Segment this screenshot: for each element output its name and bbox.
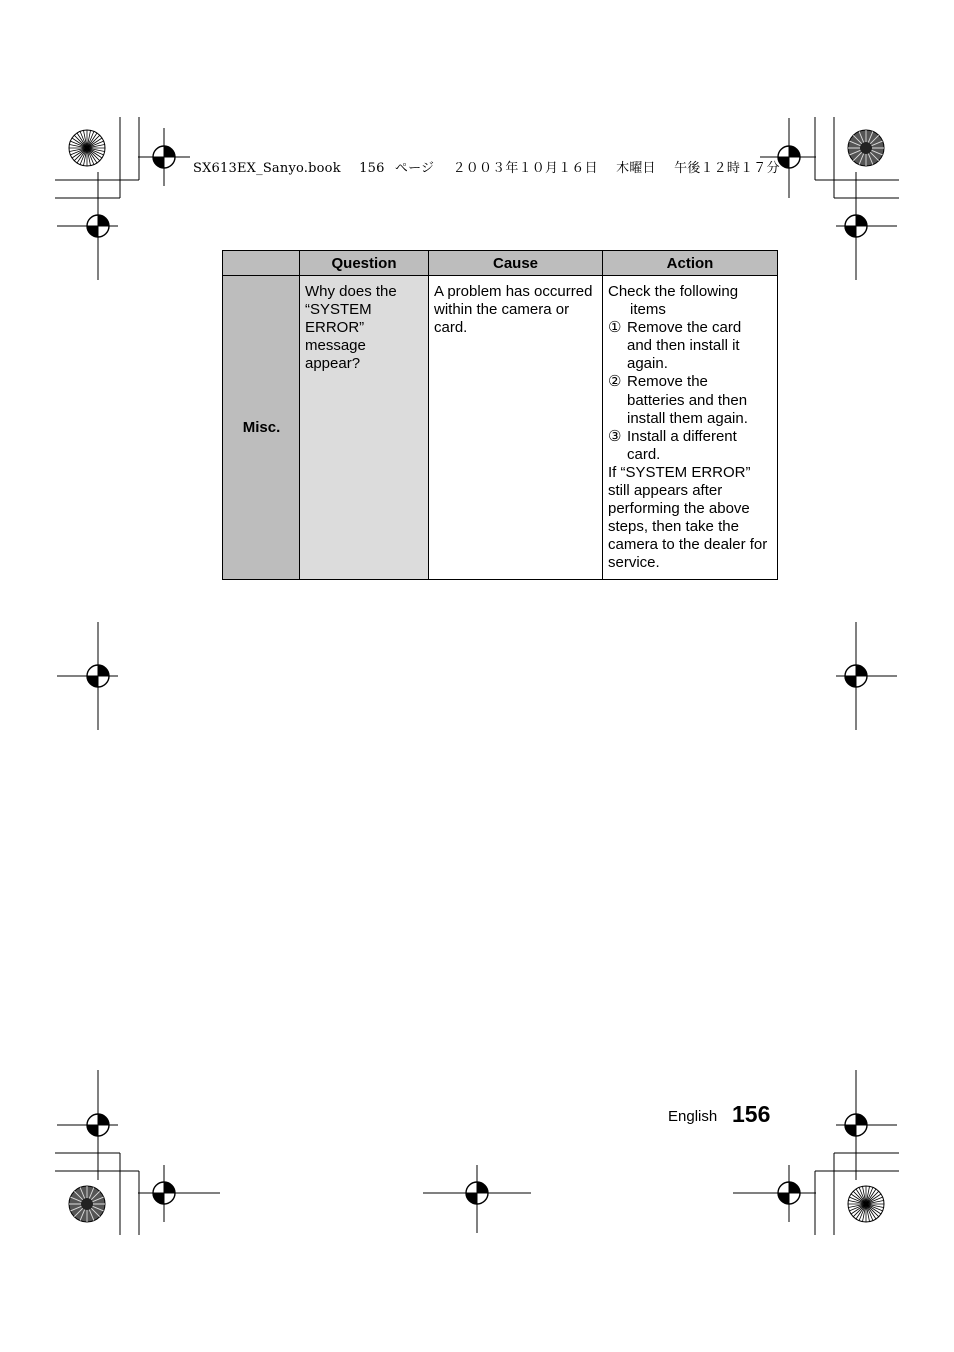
step-text: Remove the card	[627, 319, 742, 337]
question-cell: Why does the “SYSTEM ERROR” message appear?	[300, 276, 429, 580]
step-number: ②	[608, 373, 622, 391]
page-number: 156	[732, 1101, 771, 1127]
action-intro-cont: items	[630, 301, 666, 319]
header-page-word: ページ	[394, 161, 435, 176]
step-number: ①	[608, 319, 622, 337]
action-note: If “SYSTEM ERROR” still appears after performing the above steps, then take the camera to the dealer for service.	[608, 463, 768, 572]
cause-cell: A problem has occurred within the camera or card.	[429, 276, 603, 580]
header-page-no: 156	[359, 161, 385, 176]
table-row	[223, 276, 778, 580]
step-text: Install a different	[627, 427, 737, 445]
header-action: Action	[603, 251, 778, 276]
step-text-cont: and then install it again.	[627, 337, 740, 373]
print-header	[193, 157, 794, 176]
step-text: Remove the	[627, 373, 708, 391]
action-cell	[603, 276, 778, 580]
header-file: SX613EX_Sanyo.book	[193, 161, 341, 176]
troubleshooting-table	[222, 250, 778, 580]
header-time: 午後１２時１７分	[674, 161, 780, 176]
header-date: ２００３年１０月１６日	[452, 161, 598, 176]
table-header-row	[223, 251, 778, 276]
header-question: Question	[300, 251, 429, 276]
header-category	[223, 251, 300, 276]
header-cause: Cause	[429, 251, 603, 276]
footer-language: English	[668, 1108, 718, 1125]
step-text-cont: card.	[627, 445, 661, 463]
header-weekday: 木曜日	[616, 161, 656, 176]
action-step	[608, 373, 773, 391]
action-intro: Check the following	[608, 283, 739, 300]
action-step	[608, 319, 773, 337]
step-text-cont: batteries and then install them again.	[627, 391, 748, 427]
step-number: ③	[608, 427, 622, 445]
category-cell: Misc.	[223, 276, 300, 580]
action-step	[608, 428, 773, 446]
